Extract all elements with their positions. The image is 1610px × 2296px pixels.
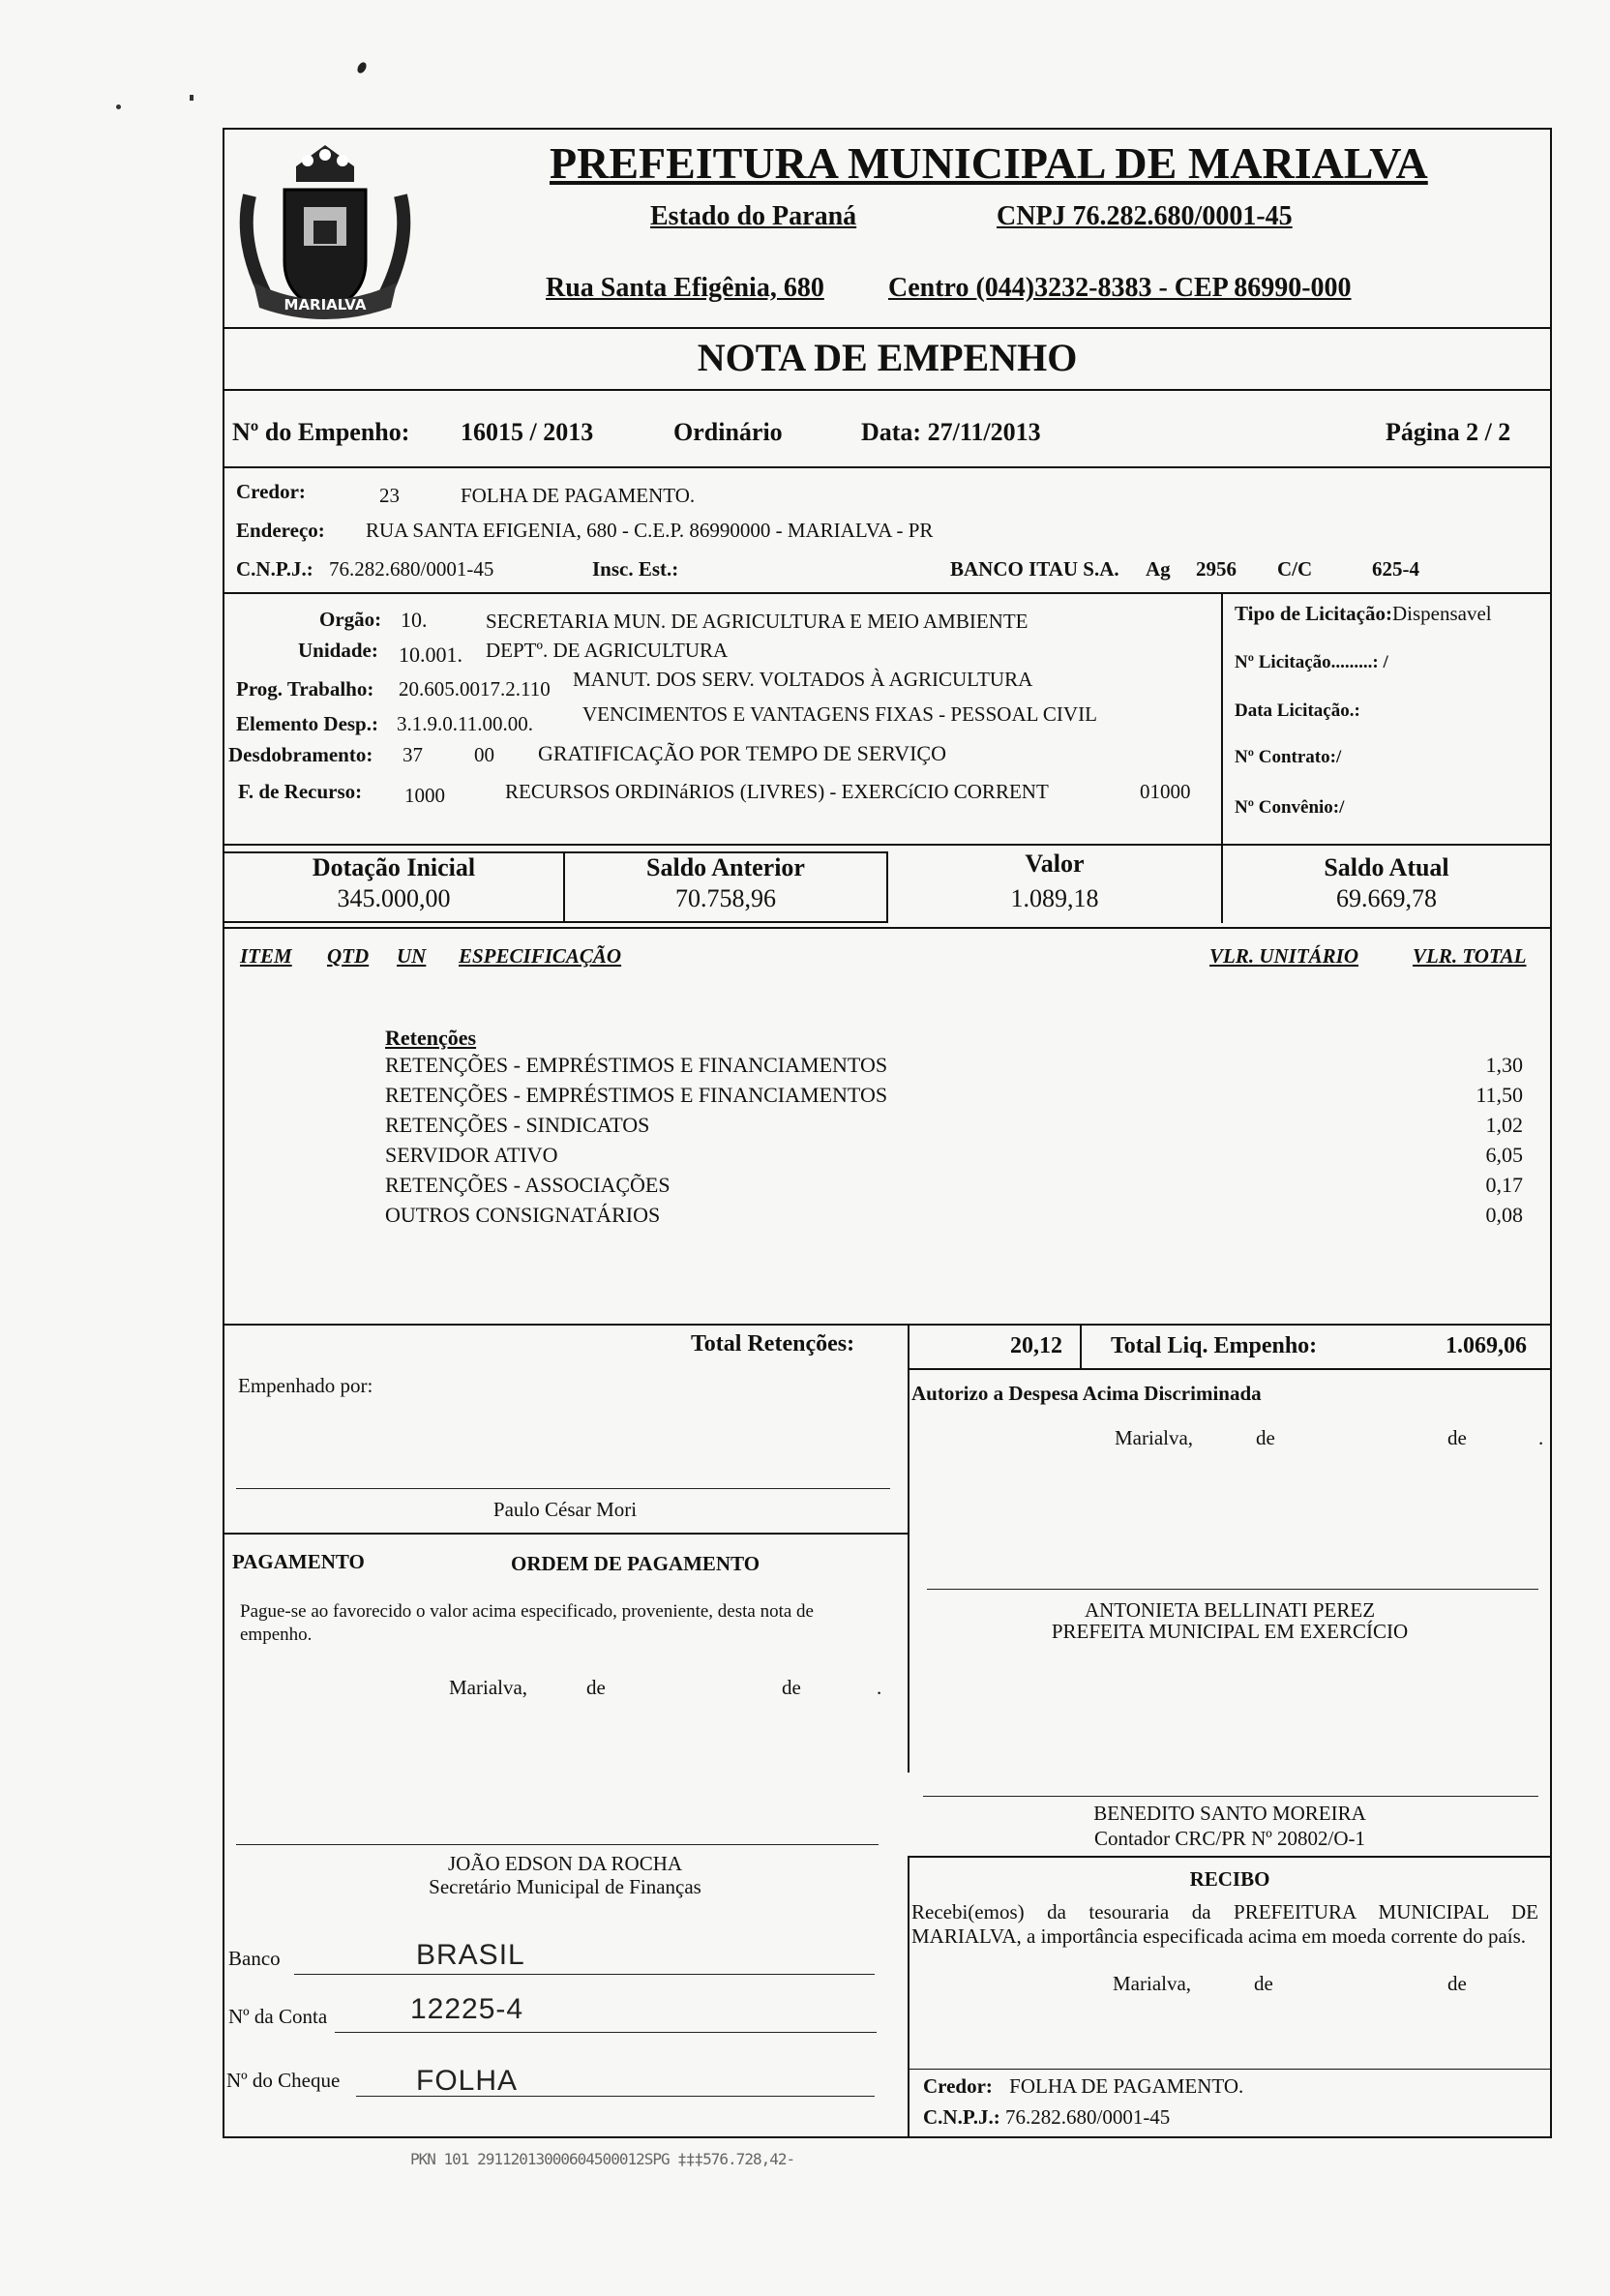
- col-item: ITEM: [240, 944, 292, 968]
- desdobramento-label: Desdobramento:: [228, 743, 373, 766]
- left-city: Marialva,: [449, 1676, 528, 1699]
- cheque-label: Nº do Cheque: [226, 2069, 341, 2092]
- recibo-de-2: de: [1447, 1972, 1467, 1995]
- empenho-type: Ordinário: [673, 418, 783, 446]
- scan-mark: [190, 95, 194, 101]
- empenho-number: 16015 / 2013: [461, 418, 594, 446]
- recurso-label: F. de Recurso:: [238, 780, 363, 803]
- recibo-de-1: de: [1254, 1972, 1273, 1995]
- right-city: Marialva,: [1115, 1426, 1194, 1449]
- col-vlr-unitario: VLR. UNITÁRIO: [1209, 944, 1359, 968]
- agency-label: Ag: [1146, 557, 1171, 581]
- credor-label: Credor:: [236, 480, 306, 503]
- numero-licitacao: Nº Licitação.........: /: [1235, 652, 1388, 672]
- document-title: NOTA DE EMPENHO: [697, 336, 1078, 379]
- empenhado-name: Paulo César Mori: [492, 1498, 638, 1521]
- prefeita-name: ANTONIETA BELLINATI PEREZ: [1084, 1598, 1376, 1622]
- autorizo-text: Autorizo a Despesa Acima Discriminada: [911, 1382, 1262, 1405]
- left-de-1: de: [586, 1676, 606, 1699]
- prog-desc: MANUT. DOS SERV. VOLTADOS À AGRICULTURA: [573, 668, 1033, 691]
- left-de-2: de: [782, 1676, 801, 1699]
- valor-label: Valor: [1025, 850, 1085, 878]
- recurso-code: 1000: [404, 784, 445, 807]
- saldo-atual-value: 69.669,78: [1336, 884, 1437, 912]
- total-retencoes-label: Total Retenções:: [691, 1331, 855, 1357]
- ordem-pagamento-label: ORDEM DE PAGAMENTO: [511, 1552, 760, 1575]
- endereco-value: RUA SANTA EFIGENIA, 680 - C.E.P. 86990000 - MARIALVA - PR: [366, 519, 934, 542]
- cnpj-value: 76.282.680/0001-45: [329, 557, 494, 581]
- retencoes-title: Retenções: [385, 1026, 477, 1050]
- unidade-code: 10.001.: [399, 642, 462, 667]
- list-item: RETENÇÕES - SINDICATOS 1,02: [385, 1113, 1523, 1137]
- list-item: RETENÇÕES - EMPRÉSTIMOS E FINANCIAMENTOS 1,30: [385, 1053, 1523, 1077]
- saldo-atual-label: Saldo Atual: [1324, 853, 1449, 881]
- cheque-value: FOLHA: [416, 2065, 519, 2097]
- prog-label: Prog. Trabalho:: [236, 677, 374, 701]
- page-title: PREFEITURA MUNICIPAL DE MARIALVA: [550, 138, 1428, 188]
- contador-name: BENEDITO SANTO MOREIRA: [1093, 1802, 1366, 1825]
- empenhado-label: Empenhado por:: [238, 1374, 373, 1397]
- elemento-code: 3.1.9.0.11.00.00.: [397, 712, 533, 735]
- scan-mark: [356, 61, 369, 75]
- secretario-title: Secretário Municipal de Finanças: [429, 1875, 701, 1898]
- recibo-cnpj: C.N.P.J.: 76.282.680/0001-45: [923, 2105, 1171, 2129]
- recibo-text: Recebi(emos) da tesouraria da PREFEITURA MUNICIPAL DE MARIALVA, a importância especificada acima em moeda corrente do país.: [911, 1900, 1538, 1948]
- recibo-credor: Credor: FOLHA DE PAGAMENTO.: [923, 2074, 1244, 2098]
- elemento-desc: VENCIMENTOS E VANTAGENS FIXAS - PESSOAL CIVIL: [582, 702, 1097, 726]
- banco-label: Banco: [228, 1947, 281, 1970]
- list-item: RETENÇÕES - EMPRÉSTIMOS E FINANCIAMENTOS 11,50: [385, 1083, 1523, 1107]
- insc-label: Insc. Est.:: [592, 557, 679, 581]
- agency-value: 2956: [1196, 557, 1237, 581]
- unidade-label: Unidade:: [298, 639, 378, 662]
- account-label: C/C: [1277, 557, 1313, 581]
- unidade-desc: DEPTº. DE AGRICULTURA: [486, 639, 729, 662]
- dotacao-value: 345.000,00: [337, 884, 451, 912]
- col-qtd: QTD: [327, 944, 370, 968]
- header-contact: Centro (044)3232-8383 - CEP 86990-000: [888, 273, 1352, 303]
- credor-name: FOLHA DE PAGAMENTO.: [461, 484, 696, 507]
- saldo-anterior-value: 70.758,96: [675, 884, 776, 912]
- orgao-label: Orgão:: [319, 608, 382, 631]
- elemento-label: Elemento Desp.:: [236, 712, 378, 735]
- header-address: Rua Santa Efigênia, 680: [546, 273, 824, 303]
- municipal-seal-icon: [230, 137, 420, 331]
- cnpj-label: C.N.P.J.:: [236, 557, 313, 581]
- valor-value: 1.089,18: [1010, 884, 1099, 912]
- state-name: Estado do Paraná: [650, 201, 857, 231]
- col-especificacao: ESPECIFICAÇÃO: [459, 944, 622, 968]
- pague-text: Pague-se ao favorecido o valor acima especificado, proveniente, desta nota de empenho.: [240, 1601, 814, 1645]
- right-de-2: de: [1447, 1426, 1467, 1449]
- page-number: Página 2 / 2: [1386, 418, 1511, 446]
- retencoes-list: [385, 1053, 1523, 1233]
- tipo-licitacao: Tipo de Licitação:Dispensavel: [1235, 602, 1492, 625]
- scan-mark: [116, 104, 121, 109]
- total-liquido-value: 1.069,06: [1446, 1333, 1527, 1358]
- list-item: OUTROS CONSIGNATÁRIOS 0,08: [385, 1203, 1523, 1227]
- endereco-label: Endereço:: [236, 519, 325, 542]
- data-licitacao: Data Licitação.:: [1235, 701, 1360, 721]
- secretario-name: JOÃO EDSON DA ROCHA: [447, 1852, 683, 1875]
- orgao-code: 10.: [401, 608, 428, 632]
- col-vlr-total: VLR. TOTAL: [1413, 944, 1527, 968]
- desdobramento-code: 37: [402, 743, 423, 766]
- header-cnpj: CNPJ 76.282.680/0001-45: [997, 201, 1293, 231]
- list-item: SERVIDOR ATIVO 6,05: [385, 1143, 1523, 1167]
- prefeita-title: PREFEITA MUNICIPAL EM EXERCÍCIO: [1051, 1620, 1409, 1643]
- pagamento-label: PAGAMENTO: [232, 1550, 365, 1573]
- desdobramento-sub: 00: [474, 743, 494, 766]
- svg-text:MARIALVA: MARIALVA: [283, 296, 367, 313]
- saldo-anterior-label: Saldo Anterior: [646, 853, 805, 881]
- orgao-desc: SECRETARIA MUN. DE AGRICULTURA E MEIO AMBIENTE: [486, 610, 1029, 633]
- numero-contrato: Nº Contrato:/: [1235, 747, 1342, 767]
- banco-value: BRASIL: [416, 1939, 525, 1971]
- col-un: UN: [397, 944, 427, 968]
- desdobramento-desc: GRATIFICAÇÃO POR TEMPO DE SERVIÇO: [538, 741, 946, 765]
- account-value: 625-4: [1372, 557, 1419, 581]
- empenho-label: Nº do Empenho:: [232, 418, 410, 446]
- recurso-desc: RECURSOS ORDINáRIOS (LIVRES) - EXERCíCIO CORRENT: [505, 780, 1049, 803]
- numero-convenio: Nº Convênio:/: [1235, 797, 1345, 818]
- left-period: .: [877, 1676, 882, 1699]
- conta-value: 12225-4: [410, 1993, 524, 2025]
- dotacao-label: Dotação Inicial: [312, 853, 476, 881]
- total-liquido-label: Total Liq. Empenho:: [1111, 1333, 1318, 1358]
- right-de-1: de: [1256, 1426, 1275, 1449]
- recibo-city: Marialva,: [1113, 1972, 1192, 1995]
- prog-code: 20.605.0017.2.110: [399, 677, 551, 701]
- empenho-date: Data: 27/11/2013: [861, 418, 1041, 446]
- conta-label: Nº da Conta: [228, 2005, 328, 2028]
- footer-code: PKN 101 29112013000604500012SPG ‡‡‡576.728,42-: [410, 2150, 795, 2168]
- credor-code: 23: [379, 484, 400, 507]
- recibo-title: RECIBO: [1189, 1867, 1270, 1891]
- right-period: .: [1538, 1426, 1544, 1449]
- bank-name: BANCO ITAU S.A.: [950, 557, 1119, 581]
- list-item: RETENÇÕES - ASSOCIAÇÕES 0,17: [385, 1173, 1523, 1197]
- recurso-sub: 01000: [1140, 780, 1191, 803]
- total-retencoes-value: 20,12: [1010, 1333, 1062, 1358]
- contador-title: Contador CRC/PR Nº 20802/O-1: [1093, 1827, 1366, 1850]
